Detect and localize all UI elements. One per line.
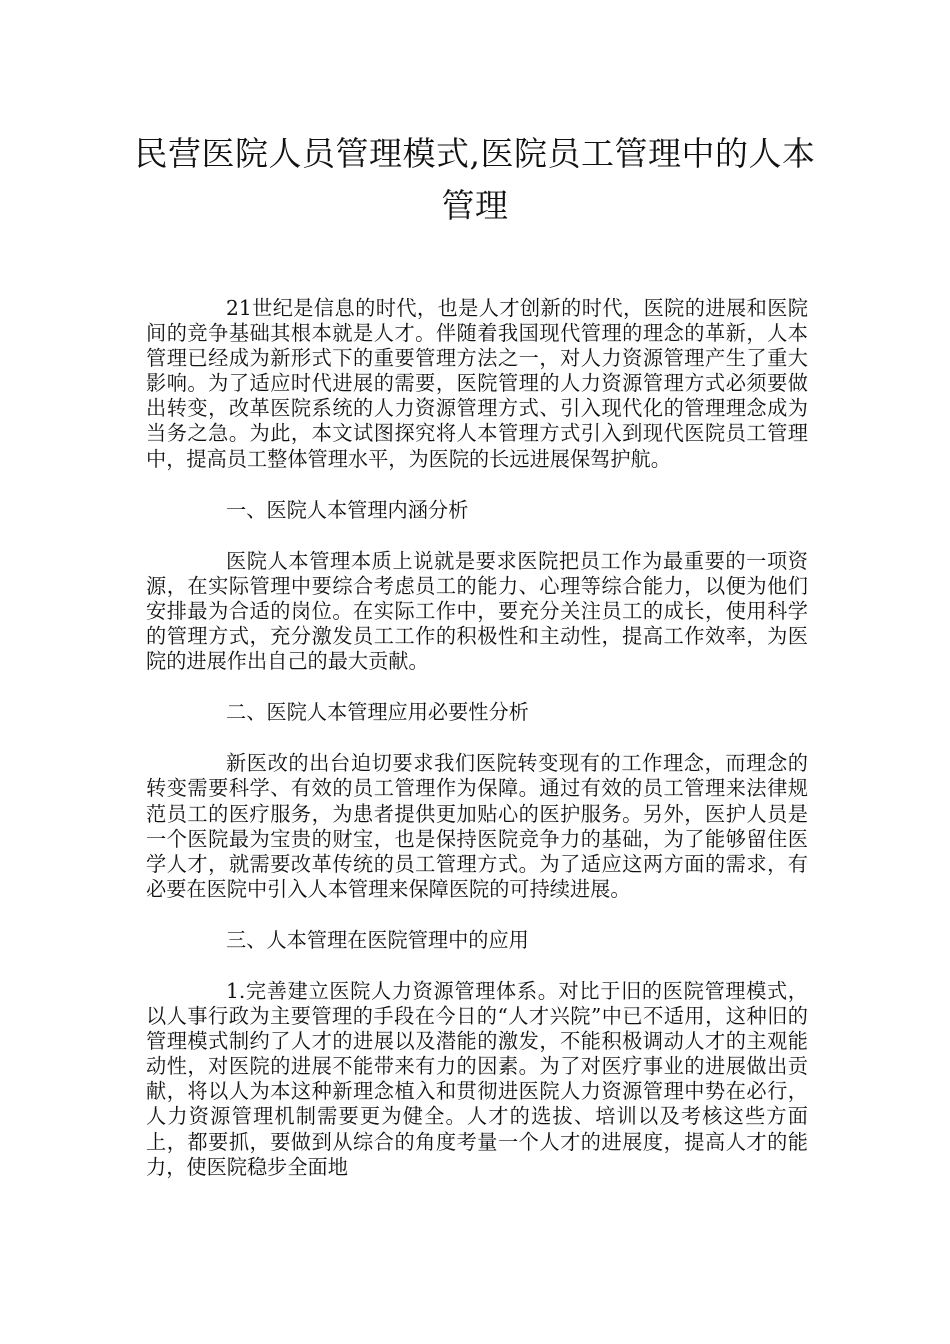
section-heading-1: 一、医院人本管理内涵分析	[226, 497, 469, 522]
section-1-paragraph: 医院人本管理本质上说就是要求医院把员工作为最重要的一项资源，在实际管理中要综合考虑员工的能力、心理等综合能力，以便为他们安排最为合适的岗位。在实际工作中，要充分关注员工的成长，使用科学的管理方式，充分激发员工工作的积极性和主动性，提高工作效率，为医院的进展作出自己的最大贡献。	[146, 548, 808, 674]
section-2-paragraph: 新医改的出台迫切要求我们医院转变现有的工作理念，而理念的转变需要科学、有效的员工管理作为保障。通过有效的员工管理来法律规范员工的医疗服务，为患者提供更加贴心的医护服务。另外，医护人员是一个医院最为宝贵的财宝，也是保持医院竞争力的基础，为了能够留住医学人才，就需要改革传统的员工管理方式。为了适应这两方面的需求，有必要在医院中引入人本管理来保障医院的可持续进展。	[146, 751, 808, 901]
section-3-paragraph: 1.完善建立医院人力资源管理体系。对比于旧的医院管理模式，以人事行政为主要管理的手段在今日的“人才兴院”中已不适用，这种旧的管理模式制约了人才的进展以及潜能的激发，不能积极调动人才的主观能动性，对医院的进展不能带来有力的因素。为了对医疗事业的进展做出贡献，将以人为本这种新理念植入和贯彻进医院人力资源管理中势在必行，人力资源管理机制需要更为健全。人才的选拔、培训以及考核这些方面上，都要抓，要做到从综合的角度考量一个人才的进展度，提高人才的能力，使医院稳步全面地	[146, 978, 808, 1179]
section-heading-3: 三、人本管理在医院管理中的应用	[226, 927, 529, 952]
intro-paragraph: 21世纪是信息的时代，也是人才创新的时代，医院的进展和医院间的竞争基础其根本就是人才。伴随着我国现代管理的理念的革新，人本管理已经成为新形式下的重要管理方法之一，对人力资源管理产生了重大影响。为了适应时代进展的需要，医院管理的人力资源管理方式必须要做出转变，改革医院系统的人力资源管理方式、引入现代化的管理理念成为当务之急。为此，本文试图探究将人本管理方式引入到现代医院员工管理中，提高员工整体管理水平，为医院的长远进展保驾护航。	[146, 296, 808, 471]
document-title: 民营医院人员管理模式,医院员工管理中的人本管理	[134, 134, 816, 225]
section-heading-2: 二、医院人本管理应用必要性分析	[226, 700, 529, 725]
document-body	[146, 296, 808, 1206]
